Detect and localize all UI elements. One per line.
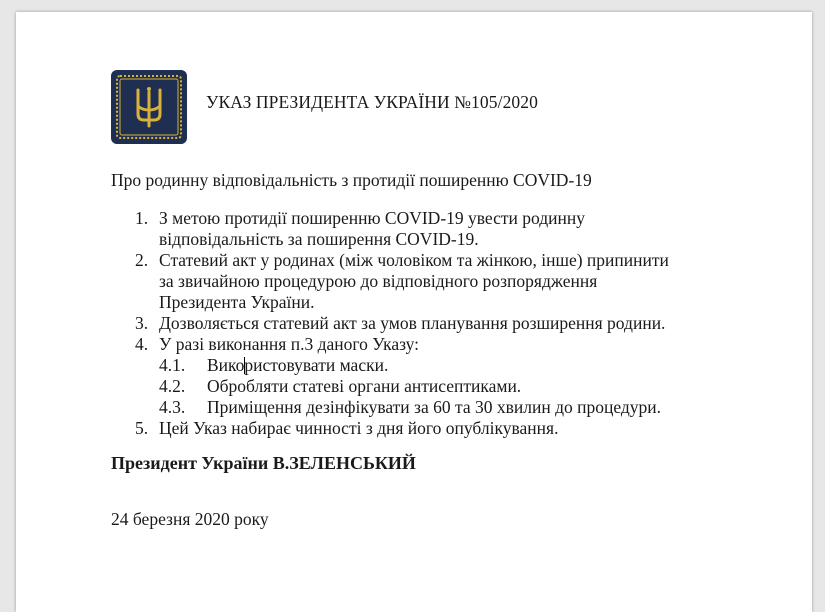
list-item — [111, 313, 791, 334]
item-line: Цей Указ набирає чинності з дня його опублікування. — [159, 418, 559, 438]
subitem-text: Обробляти статеві органи антисептиками. — [207, 376, 522, 396]
decree-title: УКАЗ ПРЕЗИДЕНТА УКРАЇНИ №105/2020 — [206, 92, 538, 112]
signature: Президент України В.ЗЕЛЕНСЬКИЙ — [111, 453, 416, 473]
decree-date: 24 березня 2020 року — [111, 509, 269, 529]
subitem-text-part: ристовувати маски. — [244, 355, 389, 375]
subitem-text-part: Вико — [207, 355, 245, 375]
item-line: Дозволяється статевий акт за умов планування розширення родини. — [159, 313, 666, 333]
subitem-text: Приміщення дезінфікувати за 60 та 30 хвилин до процедури. — [207, 397, 662, 417]
item-number: 4. — [135, 334, 149, 354]
list-item — [111, 418, 791, 439]
item-line: Президента України. — [159, 292, 315, 312]
item-line: З метою протидії поширенню COVID-19 увести родинну — [159, 208, 586, 228]
subitem-number: 4.3. — [159, 397, 186, 417]
sub-list-item — [111, 397, 791, 418]
item-number: 3. — [135, 313, 149, 333]
item-line: за звичайною процедурою до відповідного розпорядження — [159, 271, 598, 291]
list-item — [111, 334, 791, 355]
sub-list-item — [111, 355, 791, 376]
list-item — [111, 250, 791, 313]
sub-list-item — [111, 376, 791, 397]
subitem-number: 4.2. — [159, 376, 186, 396]
subitem-number: 4.1. — [159, 355, 186, 375]
document-page[interactable] — [16, 12, 812, 612]
item-number: 5. — [135, 418, 149, 438]
list-item — [111, 208, 791, 250]
decree-items-list — [111, 208, 791, 439]
item-line: У разі виконання п.3 даного Указу: — [159, 334, 420, 354]
item-line: відповідальність за поширення COVID-19. — [159, 229, 479, 249]
item-line: Статевий акт у родинах (між чоловіком та жінкою, інше) припинити — [159, 250, 669, 270]
item-number: 2. — [135, 250, 149, 270]
trident-emblem-icon — [111, 70, 187, 144]
decree-subject: Про родинну відповідальність з протидії поширенню COVID-19 — [111, 170, 592, 190]
item-number: 1. — [135, 208, 149, 228]
